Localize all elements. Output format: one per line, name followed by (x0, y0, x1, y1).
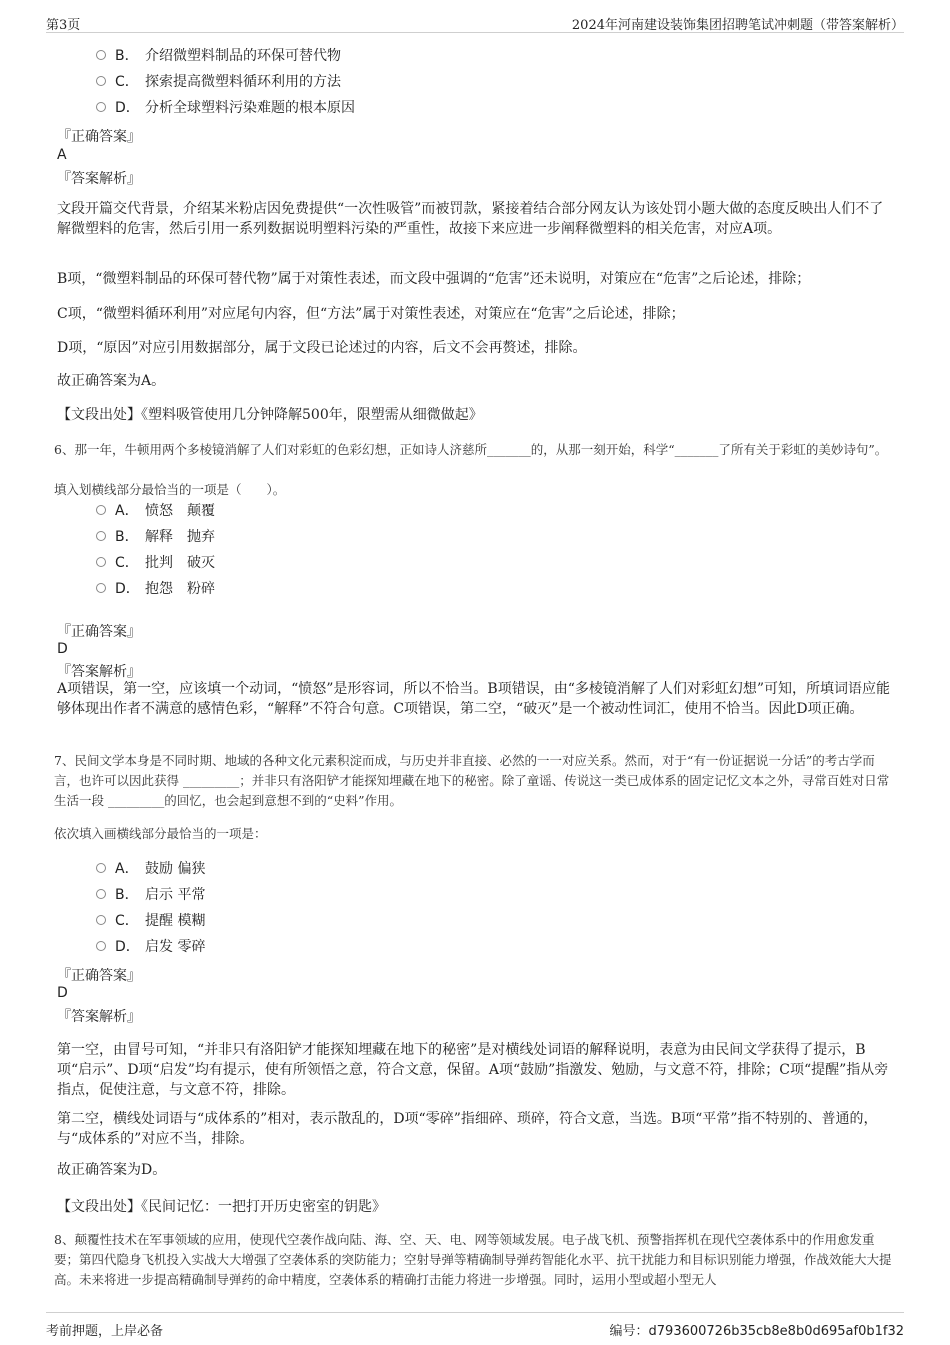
document-code-label: 编号： (609, 1324, 649, 1339)
radio-icon[interactable] (96, 557, 106, 567)
page-footer (0, 1308, 950, 1345)
q7-stem: 7、民间文学本身是不同时期、地域的各种文化元素积淀而成，与历史并非直接、必然的一一对应关系。然而，对于“有一份证据说一分话”的考古学而言，也许可以因此获得 _________；并非只有洛阳铲才能探知埋藏在地下的秘密。除了童谣、传说这一类已成体系的固定记忆文本之外，寻常百姓对日常生活一段 _________的回忆，也会起到意想不到的“史料”作用。 (54, 753, 890, 808)
q7-analysis-label: 『答案解析』 (57, 1009, 141, 1025)
q5-analysis-p3: C项，“微塑料循环利用”对应尾句内容，但“方法”属于对策性表述，对策应在“危害”之后论述，排除； (57, 306, 685, 322)
document-code (610, 1320, 904, 1339)
q7-option-d[interactable]: D． 启发 零碎 (96, 937, 205, 957)
radio-icon[interactable] (96, 50, 106, 60)
radio-icon[interactable] (96, 102, 106, 112)
q5-analysis-p2: B项，“微塑料制品的环保可替代物”属于对策性表述，而文段中强调的“危害”还未说明，对策应在“危害”之后论述，排除； (57, 271, 811, 287)
q6-option-d[interactable]: D． 抱怨 粉碎 (96, 579, 215, 599)
q5-analysis-p1: 文段开篇交代背景，介绍某米粉店因免费提供“一次性吸管”而被罚款，紧接着结合部分网友认为该处罚小题大做的态度反映出人们不了解微塑料的危害，然后引用一系列数据说明塑料污染的严重性，故接下来应进一步阐释微塑料的相关危害，对应A项。 (57, 201, 884, 237)
page-number: 第3页 (46, 18, 81, 33)
q7-option-a[interactable]: A． 鼓励 偏狭 (96, 859, 205, 879)
q6-answer: D (57, 641, 68, 657)
radio-icon[interactable] (96, 531, 106, 541)
radio-icon[interactable] (96, 915, 106, 925)
q7-answer: D (57, 985, 68, 1001)
q6-prompt: 填入划横线部分最恰当的一项是（ ）。 (54, 482, 286, 497)
radio-icon[interactable] (96, 76, 106, 86)
q7-source: 【文段出处】《民间记忆：一把打开历史密室的钥匙》 (57, 1199, 386, 1215)
footer-divider (46, 1312, 904, 1313)
q5-option-c[interactable]: C． 探索提高微塑料循环利用的方法 (96, 72, 341, 92)
q7-option-b[interactable]: B． 启示 平常 (96, 885, 205, 905)
q5-analysis-label: 『答案解析』 (57, 171, 141, 187)
q7-correct-label: 『正确答案』 (57, 968, 141, 984)
q5-analysis-p5: 故正确答案为A。 (57, 373, 166, 389)
radio-icon[interactable] (96, 889, 106, 899)
document-code-value: d793600726b35cb8e8b0d695af0b1f32 (648, 1324, 904, 1339)
q7-analysis-p1: 第一空，由冒号可知，“并非只有洛阳铲才能探知埋藏在地下的秘密”是对横线处词语的解释说明，表意为由民间文学获得了提示，B项“启示”、D项“启发”均有提示，使有所领悟之意，符合文意，保留。A项“鼓励”指激发、勉励，与文意不符，排除；C项“提醒”指从旁指点，促使注意，与文意不符，排除。 (57, 1042, 889, 1098)
q8-stem: 8、颠覆性技术在军事领域的应用，使现代空袭作战向陆、海、空、天、电、网等领域发展。电子战飞机、预警指挥机在现代空袭体系中的作用愈发重要；第四代隐身飞机投入实战大大增强了空袭体系的突防能力；空射导弹等精确制导弹药智能化水平、抗干扰能力和目标识别能力增强，作战效能大大提高。未来将进一步提高精确制导弹药的命中精度，空袭体系的精确打击能力将进一步增强。同时，运用小型或超小型无人 (54, 1232, 892, 1287)
q5-source: 【文段出处】《塑料吸管使用几分钟降解500年，限塑需从细微做起》 (57, 407, 483, 423)
radio-icon[interactable] (96, 941, 106, 951)
q5-correct-label: 『正确答案』 (57, 129, 141, 145)
radio-icon[interactable] (96, 863, 106, 873)
document-title: 2024年河南建设装饰集团招聘笔试冲刺题（带答案解析） (571, 18, 904, 33)
q6-analysis-label: 『答案解析』 (57, 664, 141, 680)
radio-icon[interactable] (96, 505, 106, 515)
page-header (0, 0, 950, 34)
q5-answer: A (57, 147, 67, 163)
q7-analysis-p3: 故正确答案为D。 (57, 1162, 167, 1178)
q7-analysis-p2: 第二空，横线处词语与“成体系的”相对，表示散乱的，D项“零碎”指细碎、琐碎，符合文意，当选。B项“平常”指不特别的、普通的，与“成体系的”对应不当，排除。 (57, 1111, 878, 1147)
q6-option-a[interactable]: A． 愤怒 颠覆 (96, 501, 215, 521)
footer-slogan: 考前押题，上岸必备 (46, 1324, 164, 1339)
q5-option-d[interactable]: D． 分析全球塑料污染难题的根本原因 (96, 98, 355, 118)
q6-stem: 6、那一年，牛顿用两个多棱镜消解了人们对彩虹的色彩幻想，正如诗人济慈所_______的，从那一刻开始，科学“_______了所有关于彩虹的美妙诗句”。 (54, 442, 888, 457)
q7-prompt: 依次填入画横线部分最恰当的一项是： (54, 826, 267, 841)
header-divider (46, 32, 904, 33)
q5-option-b[interactable]: B． 介绍微塑料制品的环保可替代物 (96, 46, 341, 66)
radio-icon[interactable] (96, 583, 106, 593)
q5-analysis-p4: D项，“原因”对应引用数据部分，属于文段已论述过的内容，后文不会再赘述，排除。 (57, 340, 587, 356)
q7-option-c[interactable]: C． 提醒 模糊 (96, 911, 205, 931)
q6-option-b[interactable]: B． 解释 抛弃 (96, 527, 215, 547)
q6-analysis: A项错误，第一空，应该填一个动词，“愤怒”是形容词，所以不恰当。B项错误，由“多棱镜消解了人们对彩虹幻想”可知，所填词语应能够体现出作者不满意的感情色彩，“解释”不符合句意。C项错误，第二空，“破灭”是一个被动性词汇，使用不恰当。因此D项正确。 (57, 681, 891, 717)
q6-option-c[interactable]: C． 批判 破灭 (96, 553, 215, 573)
q6-correct-label: 『正确答案』 (57, 624, 141, 640)
